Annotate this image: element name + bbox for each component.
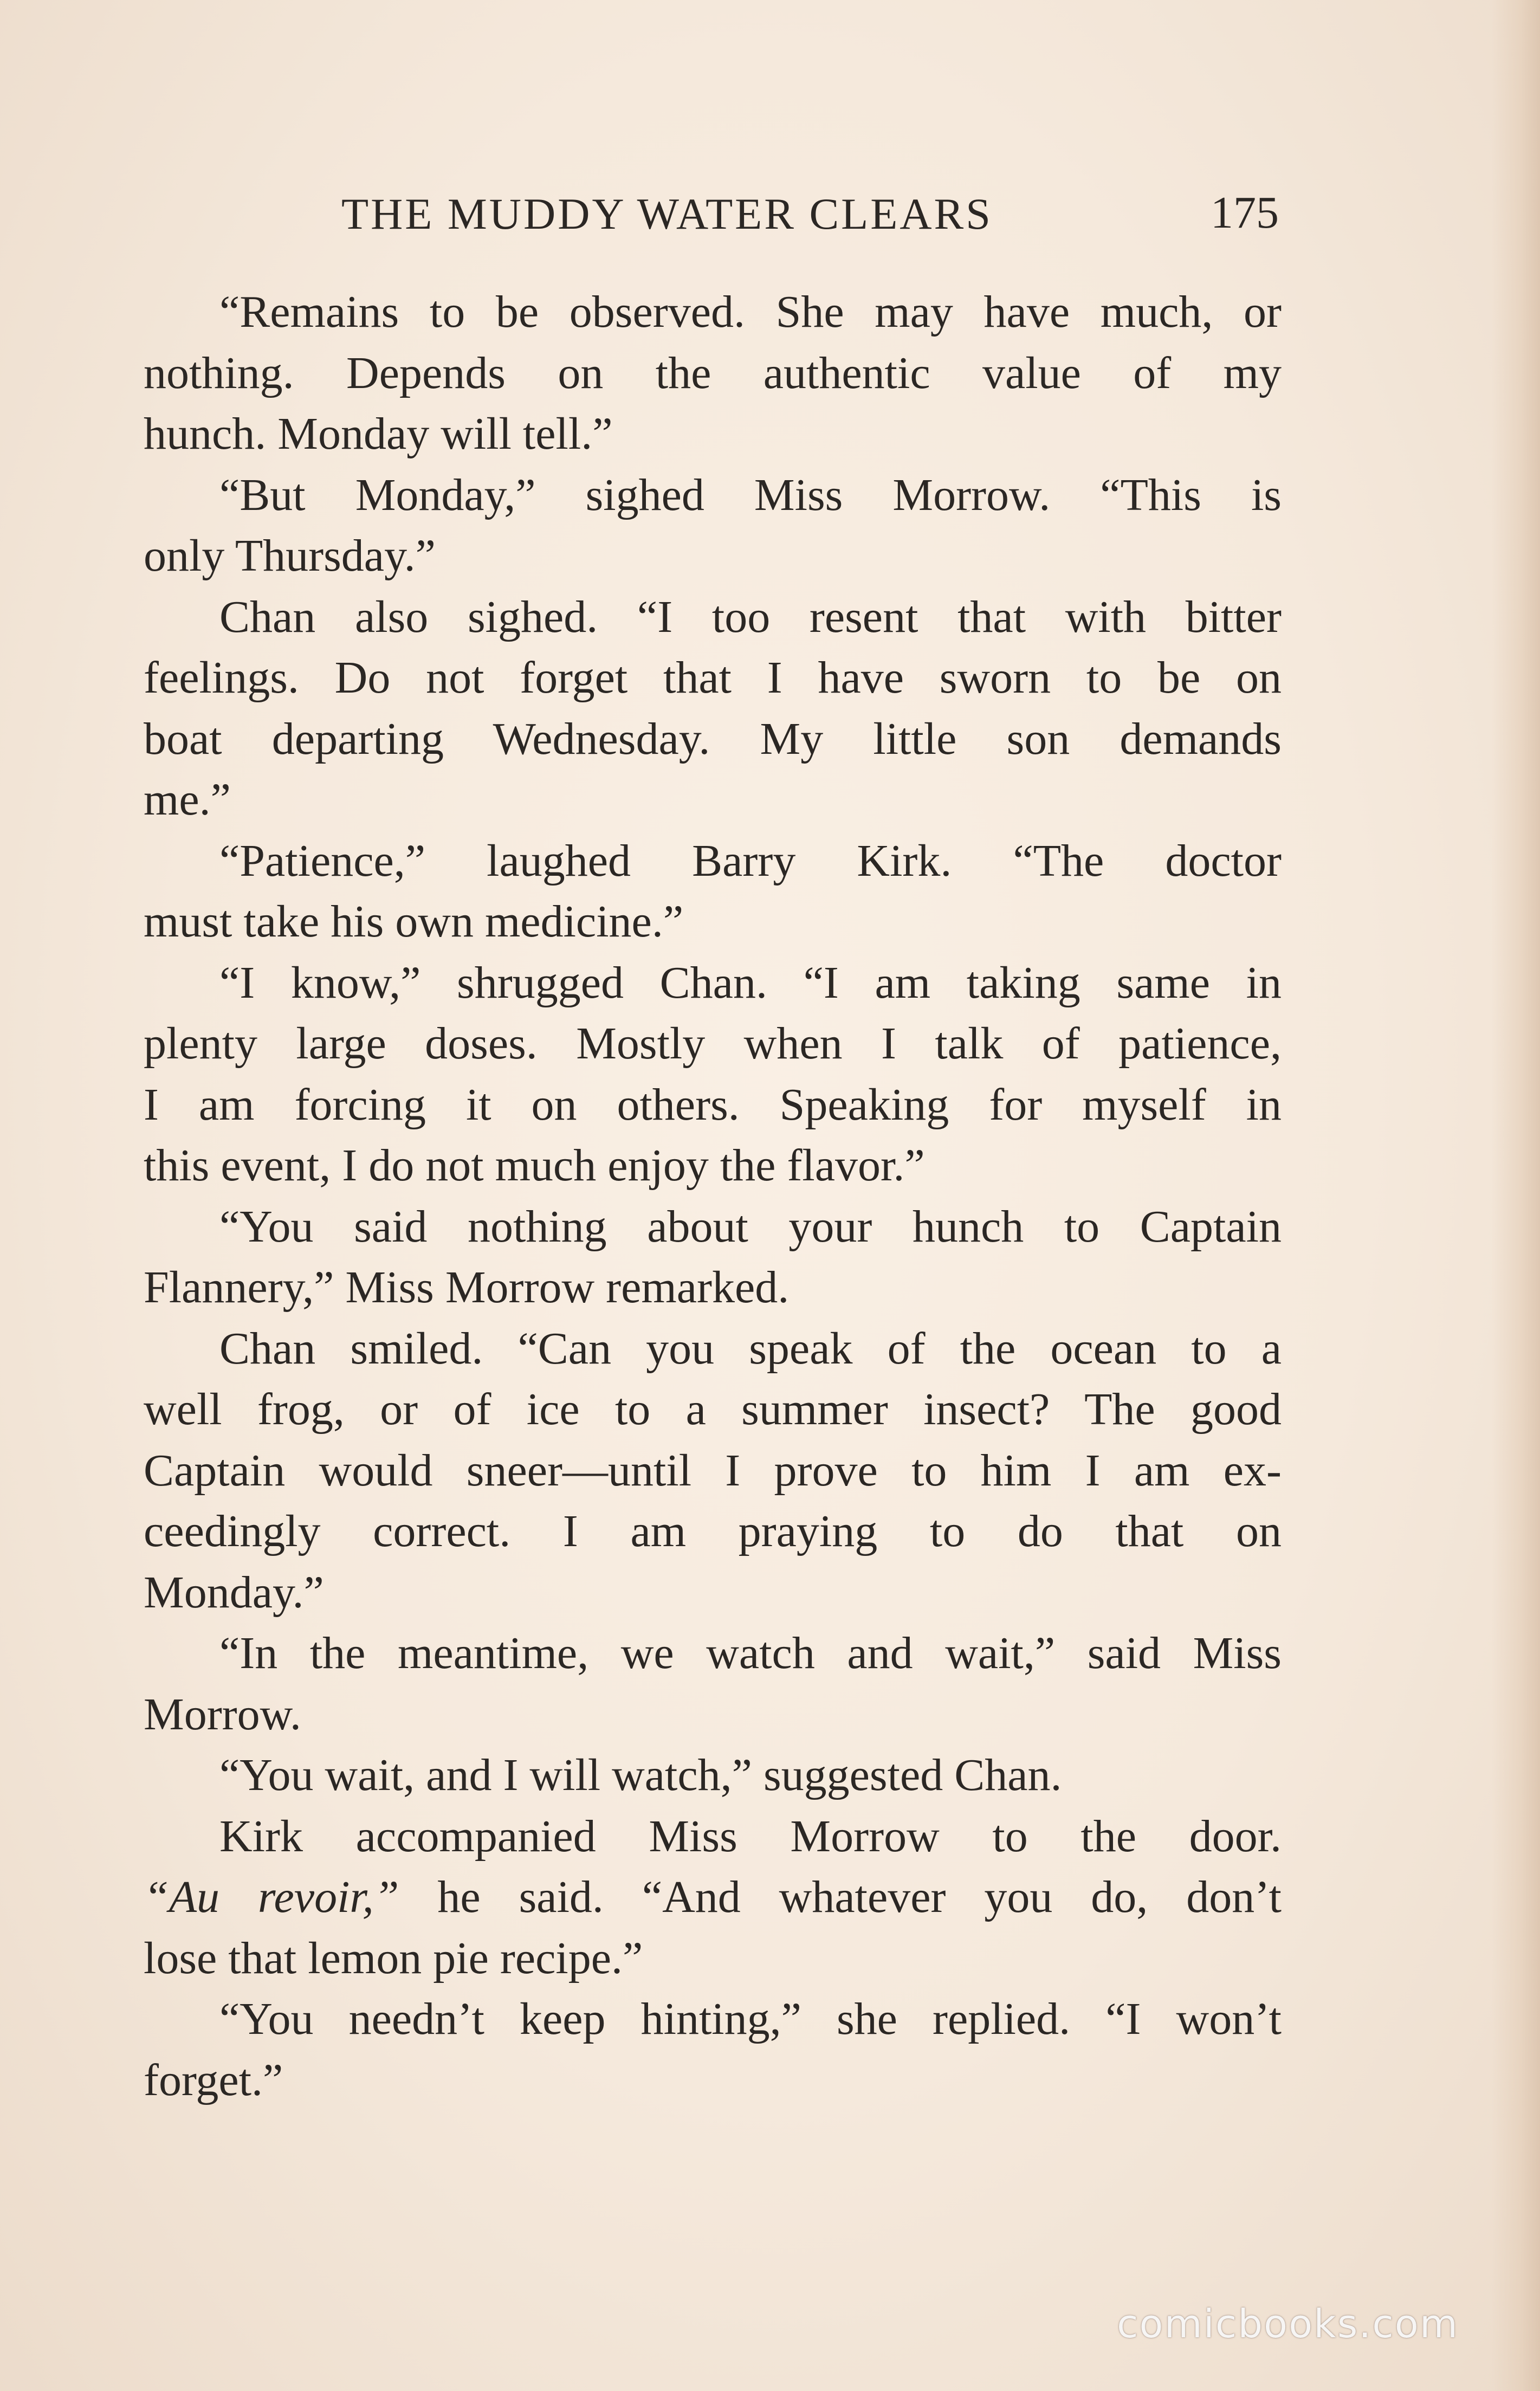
text-line: Morrow.	[144, 1689, 301, 1740]
text-line: Captain would sneer—until I prove to him I am ex-	[144, 1445, 1282, 1496]
text-line: only Thursday.”	[144, 531, 436, 581]
text-line: “I know,” shrugged Chan. “I am taking same in	[219, 957, 1282, 1008]
text-line: “In the meantime, we watch and wait,” said Miss	[219, 1628, 1282, 1678]
text-line: Kirk accompanied Miss Morrow to the door.	[219, 1811, 1282, 1862]
text-line: Monday.”	[144, 1567, 324, 1618]
text-line: this event, I do not much enjoy the flavor.”	[144, 1140, 925, 1191]
text-line: I am forcing it on others. Speaking for myself in	[144, 1079, 1282, 1130]
text-line: Flannery,” Miss Morrow remarked.	[144, 1262, 790, 1313]
page-number: 175	[1211, 188, 1279, 238]
text-line: “You needn’t keep hinting,” she replied. “I won’t	[219, 1994, 1282, 2044]
text-line: must take his own medicine.”	[144, 896, 684, 947]
text-line: feelings. Do not forget that I have sworn to be on	[144, 652, 1282, 703]
running-head	[146, 184, 1279, 244]
text-line: “Patience,” laughed Barry Kirk. “The doctor	[219, 835, 1282, 886]
watermark-text: comicbooks.com	[1116, 2301, 1459, 2347]
text-line: me.”	[144, 774, 231, 825]
page-edge-shadow	[1491, 0, 1540, 2391]
text-line: ceedingly correct. I am praying to do that on	[144, 1506, 1282, 1556]
text-line: “Remains to be observed. She may have much, or	[219, 287, 1282, 337]
text-line: Chan also sighed. “I too resent that with bitter	[219, 591, 1282, 642]
text-line	[144, 1867, 1282, 1928]
text-line: “You wait, and I will watch,” suggested Chan.	[219, 1750, 1062, 1800]
text-line: “You said nothing about your hunch to Captain	[219, 1201, 1282, 1252]
text-line: forget.”	[144, 2054, 283, 2105]
text-line: hunch. Monday will tell.”	[144, 409, 613, 459]
text-line: plenty large doses. Mostly when I talk of patience,	[144, 1018, 1282, 1069]
text-line: boat departing Wednesday. My little son demands	[144, 713, 1282, 764]
body-text	[144, 282, 1282, 2111]
line-rest: he said. “And whatever you do, don’t	[399, 1872, 1282, 1922]
text-line: well frog, or of ice to a summer insect? The good	[144, 1384, 1282, 1434]
text-line: nothing. Depends on the authentic value of my	[144, 347, 1282, 398]
text-line: lose that lemon pie recipe.”	[144, 1933, 643, 1983]
italic-phrase: “Au revoir,”	[144, 1872, 399, 1922]
running-head-title: THE MUDDY WATER CLEARS	[341, 189, 993, 238]
text-line: “But Monday,” sighed Miss Morrow. “This is	[219, 469, 1282, 520]
text-line: Chan smiled. “Can you speak of the ocean to a	[219, 1323, 1282, 1374]
